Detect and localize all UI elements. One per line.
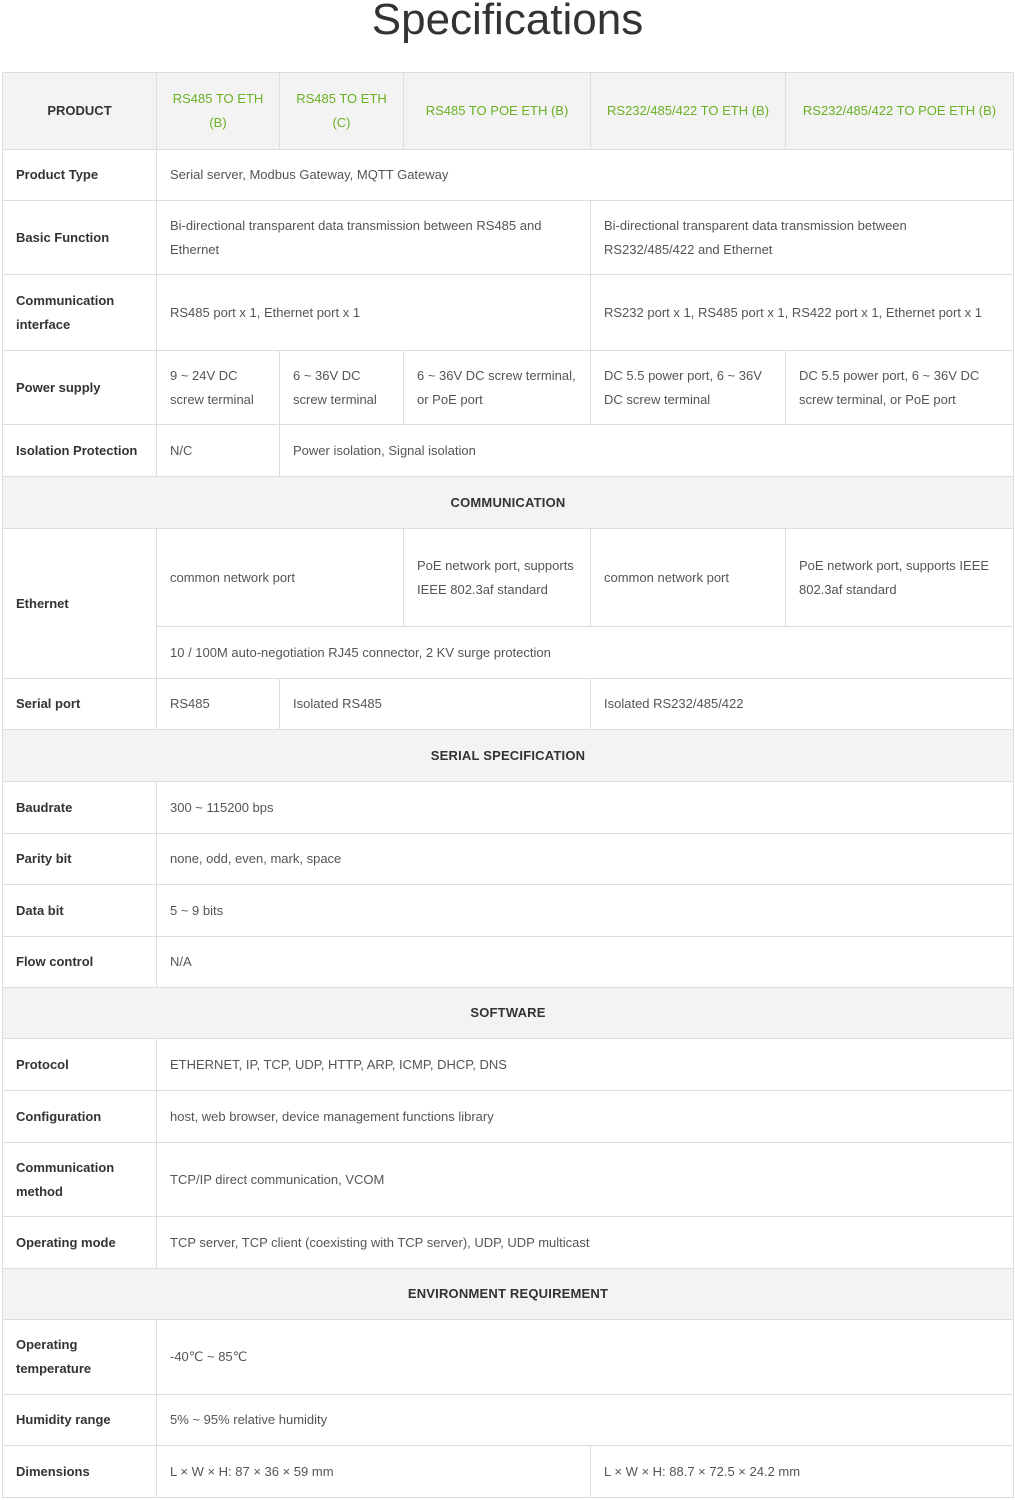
table-cell: TCP server, TCP client (coexisting with TCP server), UDP, UDP multicast: [157, 1217, 1014, 1269]
row-label: Ethernet: [3, 529, 157, 679]
row-label: Flow control: [3, 937, 157, 988]
row-label: Communication method: [3, 1143, 157, 1217]
table-cell: none, odd, even, mark, space: [157, 834, 1014, 885]
row-label: Operating temperature: [3, 1320, 157, 1395]
table-cell: 9 ~ 24V DC screw terminal: [157, 351, 280, 425]
table-cell: TCP/IP direct communication, VCOM: [157, 1143, 1014, 1217]
section-title: ENVIRONMENT REQUIREMENT: [3, 1269, 1014, 1320]
table-row: [3, 885, 1014, 937]
table-row: [3, 1039, 1014, 1091]
table-row: [3, 1320, 1014, 1395]
table-cell: Bi-directional transparent data transmission between RS232/485/422 and Ethernet: [591, 201, 1014, 275]
table-cell: Serial server, Modbus Gateway, MQTT Gateway: [157, 150, 1014, 201]
table-row: [3, 1446, 1014, 1498]
table-cell: N/C: [157, 425, 280, 477]
row-label: Configuration: [3, 1091, 157, 1143]
table-cell: host, web browser, device management functions library: [157, 1091, 1014, 1143]
table-cell: Isolated RS232/485/422: [591, 679, 1014, 730]
table-cell: RS485 port x 1, Ethernet port x 1: [157, 275, 591, 351]
table-cell: 5% ~ 95% relative humidity: [157, 1395, 1014, 1446]
model-rs485-eth-c: RS485 TO ETH (C): [280, 73, 404, 150]
table-row: [3, 425, 1014, 477]
section-header-row: [3, 477, 1014, 529]
table-row: [3, 1217, 1014, 1269]
table-cell: L × W × H: 87 × 36 × 59 mm: [157, 1446, 591, 1498]
model-rs232-poe-eth-b: RS232/485/422 TO POE ETH (B): [786, 73, 1014, 150]
table-cell: -40℃ ~ 85℃: [157, 1320, 1014, 1395]
section-header-row: [3, 988, 1014, 1039]
table-row: [3, 1395, 1014, 1446]
table-cell: PoE network port, supports IEEE 802.3af standard: [786, 529, 1014, 627]
table-cell: 5 ~ 9 bits: [157, 885, 1014, 937]
section-header-row: [3, 730, 1014, 782]
table-row: [3, 782, 1014, 834]
row-label: Operating mode: [3, 1217, 157, 1269]
table-cell: Power isolation, Signal isolation: [280, 425, 1014, 477]
table-row: [3, 201, 1014, 275]
row-label: Humidity range: [3, 1395, 157, 1446]
table-cell: Isolated RS485: [280, 679, 591, 730]
model-rs485-eth-b: RS485 TO ETH (B): [157, 73, 280, 150]
row-label: Communication interface: [3, 275, 157, 351]
table-row: [3, 275, 1014, 351]
row-label: Dimensions: [3, 1446, 157, 1498]
table-cell: DC 5.5 power port, 6 ~ 36V DC screw terminal: [591, 351, 786, 425]
table-cell: DC 5.5 power port, 6 ~ 36V DC screw terminal, or PoE port: [786, 351, 1014, 425]
section-title: SERIAL SPECIFICATION: [3, 730, 1014, 782]
table-cell: ETHERNET, IP, TCP, UDP, HTTP, ARP, ICMP, DHCP, DNS: [157, 1039, 1014, 1091]
table-cell: PoE network port, supports IEEE 802.3af standard: [404, 529, 591, 627]
row-label: Product Type: [3, 150, 157, 201]
table-row: [3, 1091, 1014, 1143]
row-label: Basic Function: [3, 201, 157, 275]
table-header-row: [3, 73, 1014, 150]
table-cell: 6 ~ 36V DC screw terminal, or PoE port: [404, 351, 591, 425]
row-label: Baudrate: [3, 782, 157, 834]
table-cell: N/A: [157, 937, 1014, 988]
model-rs232-eth-b: RS232/485/422 TO ETH (B): [591, 73, 786, 150]
table-row: [3, 351, 1014, 425]
table-row: [3, 679, 1014, 730]
table-cell: RS485: [157, 679, 280, 730]
row-label: Isolation Protection: [3, 425, 157, 477]
spec-table: [2, 72, 1014, 1498]
table-cell: L × W × H: 88.7 × 72.5 × 24.2 mm: [591, 1446, 1014, 1498]
row-label: Protocol: [3, 1039, 157, 1091]
table-row: [3, 834, 1014, 885]
model-rs485-poe-eth-b: RS485 TO POE ETH (B): [404, 73, 591, 150]
table-row: [3, 529, 1014, 627]
table-cell: common network port: [591, 529, 786, 627]
table-cell: 6 ~ 36V DC screw terminal: [280, 351, 404, 425]
row-label: Power supply: [3, 351, 157, 425]
table-row: [3, 937, 1014, 988]
row-label: Data bit: [3, 885, 157, 937]
product-header: PRODUCT: [3, 73, 157, 150]
table-row: [3, 1143, 1014, 1217]
table-row: [3, 150, 1014, 201]
table-cell: 300 ~ 115200 bps: [157, 782, 1014, 834]
section-header-row: [3, 1269, 1014, 1320]
row-label: Parity bit: [3, 834, 157, 885]
table-cell: common network port: [157, 529, 404, 627]
table-cell: 10 / 100M auto-negotiation RJ45 connector, 2 KV surge protection: [157, 627, 1014, 679]
page-title: Specifications: [371, 0, 644, 44]
section-title: COMMUNICATION: [3, 477, 1014, 529]
row-label: Serial port: [3, 679, 157, 730]
table-cell: Bi-directional transparent data transmission between RS485 and Ethernet: [157, 201, 591, 275]
section-title: SOFTWARE: [3, 988, 1014, 1039]
table-cell: RS232 port x 1, RS485 port x 1, RS422 port x 1, Ethernet port x 1: [591, 275, 1014, 351]
